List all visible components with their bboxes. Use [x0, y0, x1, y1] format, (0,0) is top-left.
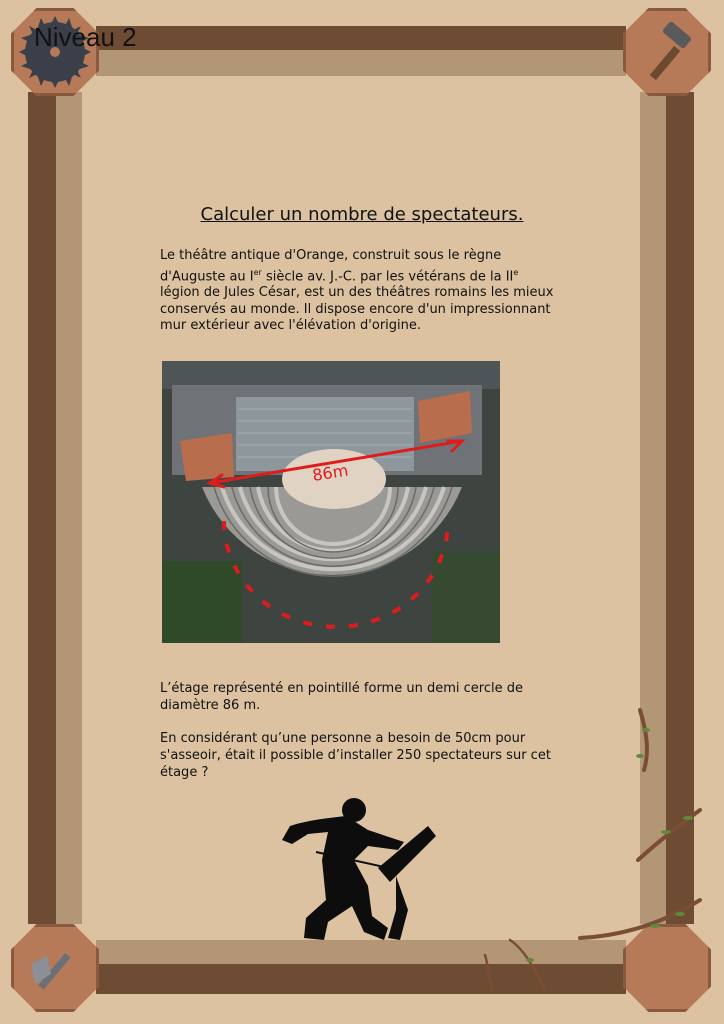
exercise-title: Calculer un nombre de spectateurs.	[200, 204, 524, 225]
question-paragraph: En considérant qu’une personne a besoin de 50cm pour s'asseoir, était il possible d’installer 250 spectateurs sur cet étage ?	[160, 731, 551, 780]
level-label: Niveau 2	[34, 22, 137, 52]
diameter-label: 86m	[310, 460, 350, 485]
intro-paragraph	[160, 248, 560, 335]
corner-top-right	[623, 8, 711, 96]
statement-paragraph: L’étage représenté en pointillé forme un demi cercle de diamètre 86 m.	[160, 681, 523, 713]
corner-bottom-left	[11, 924, 99, 1012]
branch-decoration-bottom	[470, 930, 570, 1010]
intro-part-2: siècle av. J.-C. par les vétérans de la II	[261, 268, 514, 284]
frame-top-beam	[96, 26, 626, 50]
intro-sup-2: e	[513, 267, 519, 277]
axe-icon	[11, 924, 99, 1012]
intro-part-3: légion de Jules César, est un des théâtres romains les mieux conservés au monde. Il dispose encore d'un impressionnant mur extérieur avec l'élévation d'origine.	[160, 285, 554, 334]
hammer-icon	[623, 8, 711, 96]
intro-part-1: Le théâtre antique d'Orange, construit sous le règne d'Auguste au I	[160, 248, 502, 284]
frame-top-beam-light	[96, 50, 626, 76]
branch-decoration	[560, 700, 720, 1000]
theatre-aerial-photo	[162, 361, 500, 643]
woodworker-silhouette	[268, 790, 438, 950]
intro-sup-1: er	[253, 267, 262, 277]
